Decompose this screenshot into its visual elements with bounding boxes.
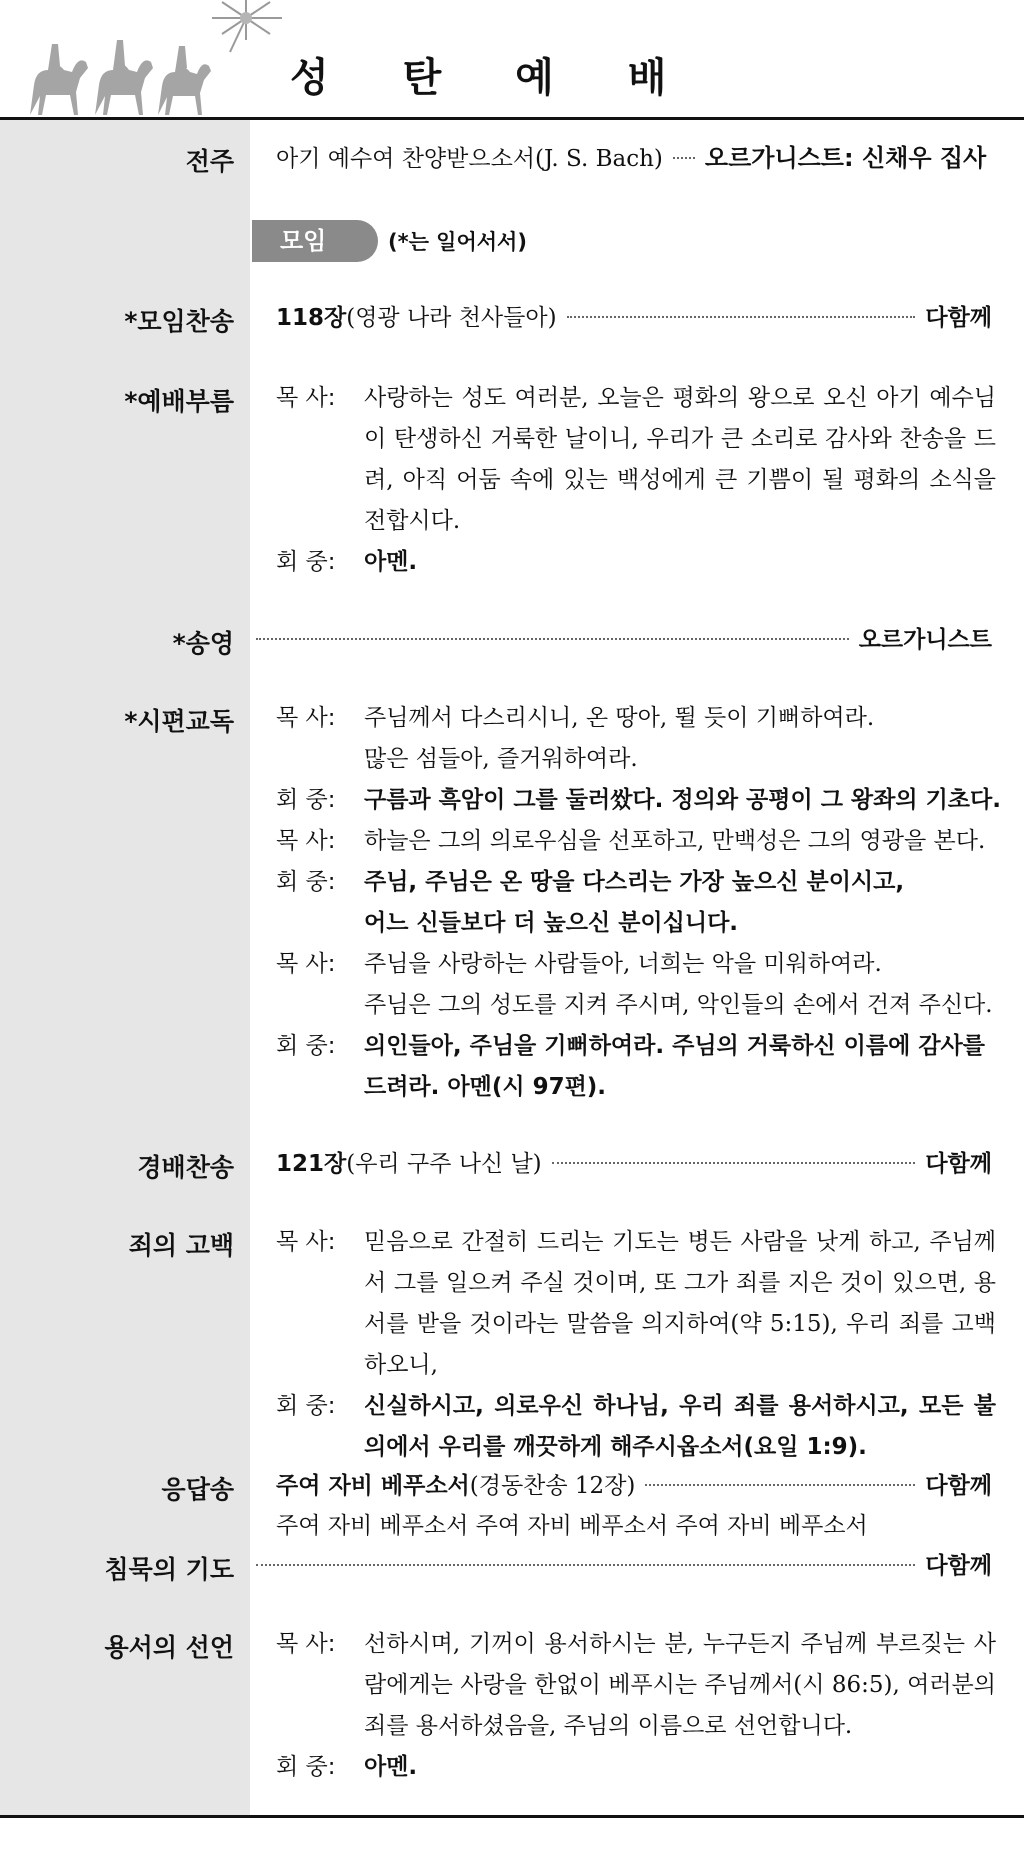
- silent-prayer-label: 침묵의 기도: [104, 1555, 234, 1584]
- prelude-performer: 오르가니스트: 신채우 집사: [704, 144, 987, 172]
- prelude-row: [276, 138, 992, 180]
- speaker: [276, 985, 364, 1026]
- response-song-lyrics: 주여 자비 베푸소서 주여 자비 베푸소서 주여 자비 베푸소서: [276, 1513, 868, 1539]
- speaker: 회 중:: [276, 869, 336, 895]
- speaker: [276, 1067, 364, 1108]
- pastor-text: 선하시며, 기꺼이 용서하시는 분, 누구든지 주님께 부르짖는 사람에게는 사랑을 한없이 베푸시는 주님께서(시 86:5), 여러분의 죄를 용서하셨음을, 주님의 이름으로 선언합니다.: [364, 1631, 996, 1739]
- congregation-text: 아멘.: [364, 549, 418, 575]
- doxology-who: 오르가니스트: [858, 627, 992, 653]
- speaker: 목 사:: [276, 385, 336, 411]
- pastor-line: [276, 1624, 996, 1747]
- psalm-line: [276, 985, 996, 1026]
- psalm-line: [276, 944, 996, 985]
- leader-dots: [673, 157, 695, 159]
- speaker: 목 사:: [276, 828, 336, 854]
- hymn-title: (영광 나라 천사들아): [346, 305, 557, 331]
- song-who: 다함께: [925, 1473, 992, 1499]
- speaker: 목 사:: [276, 1229, 336, 1255]
- page-title: 성 탄 예 배: [290, 55, 697, 101]
- absolution-block: [276, 1624, 996, 1788]
- congregation-line: [276, 1747, 996, 1788]
- worship-hymn-row: [276, 1144, 992, 1185]
- pastor-text: 믿음으로 간절히 드리는 기도는 병든 사람을 낫게 하고, 주님께서 그를 일으켜 주실 것이며, 또 그가 죄를 지은 것이 있으면, 용서를 받을 것이라는 말씀을 의지하여(약 5:15), 우리 죄를 고백하오니,: [364, 1229, 996, 1378]
- speaker: 목 사:: [276, 951, 336, 977]
- psalm-line: [276, 1026, 996, 1067]
- hymn-title: (우리 구주 나신 날): [346, 1151, 542, 1177]
- psalm-text: 드려라. 아멘(시 97편).: [364, 1074, 607, 1100]
- psalm-text: 어느 신들보다 더 높으신 분이십니다.: [364, 910, 739, 936]
- hymn-who: 다함께: [925, 1151, 992, 1177]
- response-song-row: [276, 1466, 992, 1507]
- hymn-who: 다함께: [925, 305, 992, 331]
- leader-dots: [256, 638, 849, 640]
- psalm-text: 많은 섬들아, 즐거워하여라.: [364, 746, 638, 772]
- call-to-worship-block: [276, 378, 996, 583]
- doxology-row: [256, 620, 992, 661]
- psalm-line: [276, 903, 996, 944]
- pastor-line: [276, 1222, 996, 1386]
- doxology-label: *송영: [172, 629, 234, 658]
- pastor-text: 사랑하는 성도 여러분, 오늘은 평화의 왕으로 오신 아기 예수님이 탄생하신 거룩한 날이니, 우리가 큰 소리로 감사와 찬송을 드려, 아직 어둠 속에 있는 백성에게 큰 기쁨이 될 평화의 소식을 전합시다.: [364, 385, 996, 534]
- worship-hymn-label: 경배찬송: [137, 1153, 234, 1182]
- psalm-line: [276, 698, 996, 739]
- congregation-text: 아멘.: [364, 1754, 418, 1780]
- silent-prayer-who: 다함께: [925, 1553, 992, 1579]
- psalm-text: 의인들아, 주님을 기뻐하여라. 주님의 거룩하신 이름에 감사를: [364, 1033, 985, 1059]
- psalm-text: 주님께서 다스리시니, 온 땅아, 뛸 듯이 기뻐하여라.: [364, 705, 875, 731]
- song-source: (경동찬송 12장): [469, 1473, 636, 1499]
- psalm-label: *시편교독: [124, 707, 234, 736]
- absolution-label: 용서의 선언: [104, 1633, 234, 1662]
- congregation-line: [276, 542, 996, 583]
- leader-dots: [567, 316, 916, 318]
- psalm-block: [276, 698, 1001, 1108]
- confession-block: [276, 1222, 996, 1468]
- psalm-line: [276, 821, 996, 862]
- call-to-worship-label: *예배부름: [124, 387, 234, 416]
- page-header: [0, 0, 1024, 120]
- hymn-number: 118장: [276, 305, 347, 331]
- psalm-line: [276, 1067, 996, 1108]
- gathering-hymn-row: [276, 298, 992, 339]
- speaker: 회 중:: [276, 1754, 336, 1780]
- psalm-line: [276, 862, 996, 903]
- psalm-text: 하늘은 그의 의로우심을 선포하고, 만백성은 그의 영광을 본다.: [364, 828, 986, 854]
- camels-and-star-icon: [0, 0, 300, 118]
- speaker: 회 중:: [276, 1393, 336, 1419]
- prelude-label: 전주: [185, 147, 234, 176]
- psalm-text: 구름과 흑암이 그를 둘러쌌다. 정의와 공평이 그 왕좌의 기초다.: [364, 787, 1001, 813]
- speaker: [276, 903, 364, 944]
- psalm-text: 주님을 사랑하는 사람들아, 너희는 악을 미워하여라.: [364, 951, 882, 977]
- speaker: 회 중:: [276, 787, 336, 813]
- confession-label: 죄의 고백: [128, 1231, 234, 1260]
- prelude-piece: 아기 예수여 찬양받으소서(J. S. Bach): [276, 146, 663, 172]
- speaker: 목 사:: [276, 705, 336, 731]
- speaker: 회 중:: [276, 1033, 336, 1059]
- pastor-line: [276, 378, 996, 542]
- congregation-line: [276, 1386, 996, 1468]
- speaker: [276, 739, 364, 780]
- speaker: 회 중:: [276, 549, 336, 575]
- song-title: 주여 자비 베푸소서: [276, 1473, 470, 1499]
- psalm-line: [276, 780, 1001, 821]
- psalm-text: 주님은 그의 성도를 지켜 주시며, 악인들의 손에서 건져 주신다.: [364, 992, 993, 1018]
- psalm-line: [276, 739, 996, 780]
- response-song-label: 응답송: [161, 1475, 234, 1504]
- psalm-text: 주님, 주님은 온 땅을 다스리는 가장 높으신 분이시고,: [364, 869, 905, 895]
- speaker: 목 사:: [276, 1631, 336, 1657]
- hymn-number: 121장: [276, 1151, 347, 1177]
- leader-dots: [552, 1162, 916, 1164]
- gathering-hymn-label: *모임찬송: [124, 307, 234, 336]
- footer-divider: [0, 1815, 1024, 1818]
- gathering-badge: 모임: [252, 220, 378, 262]
- leader-dots: [645, 1484, 915, 1486]
- leader-dots: [256, 1564, 915, 1566]
- gathering-note: (*는 일어서서): [388, 230, 527, 254]
- silent-prayer-row: [256, 1546, 992, 1587]
- congregation-text: 신실하시고, 의로우신 하나님, 우리 죄를 용서하시고, 모든 불의에서 우리를 깨끗하게 해주시옵소서(요일 1:9).: [364, 1393, 996, 1460]
